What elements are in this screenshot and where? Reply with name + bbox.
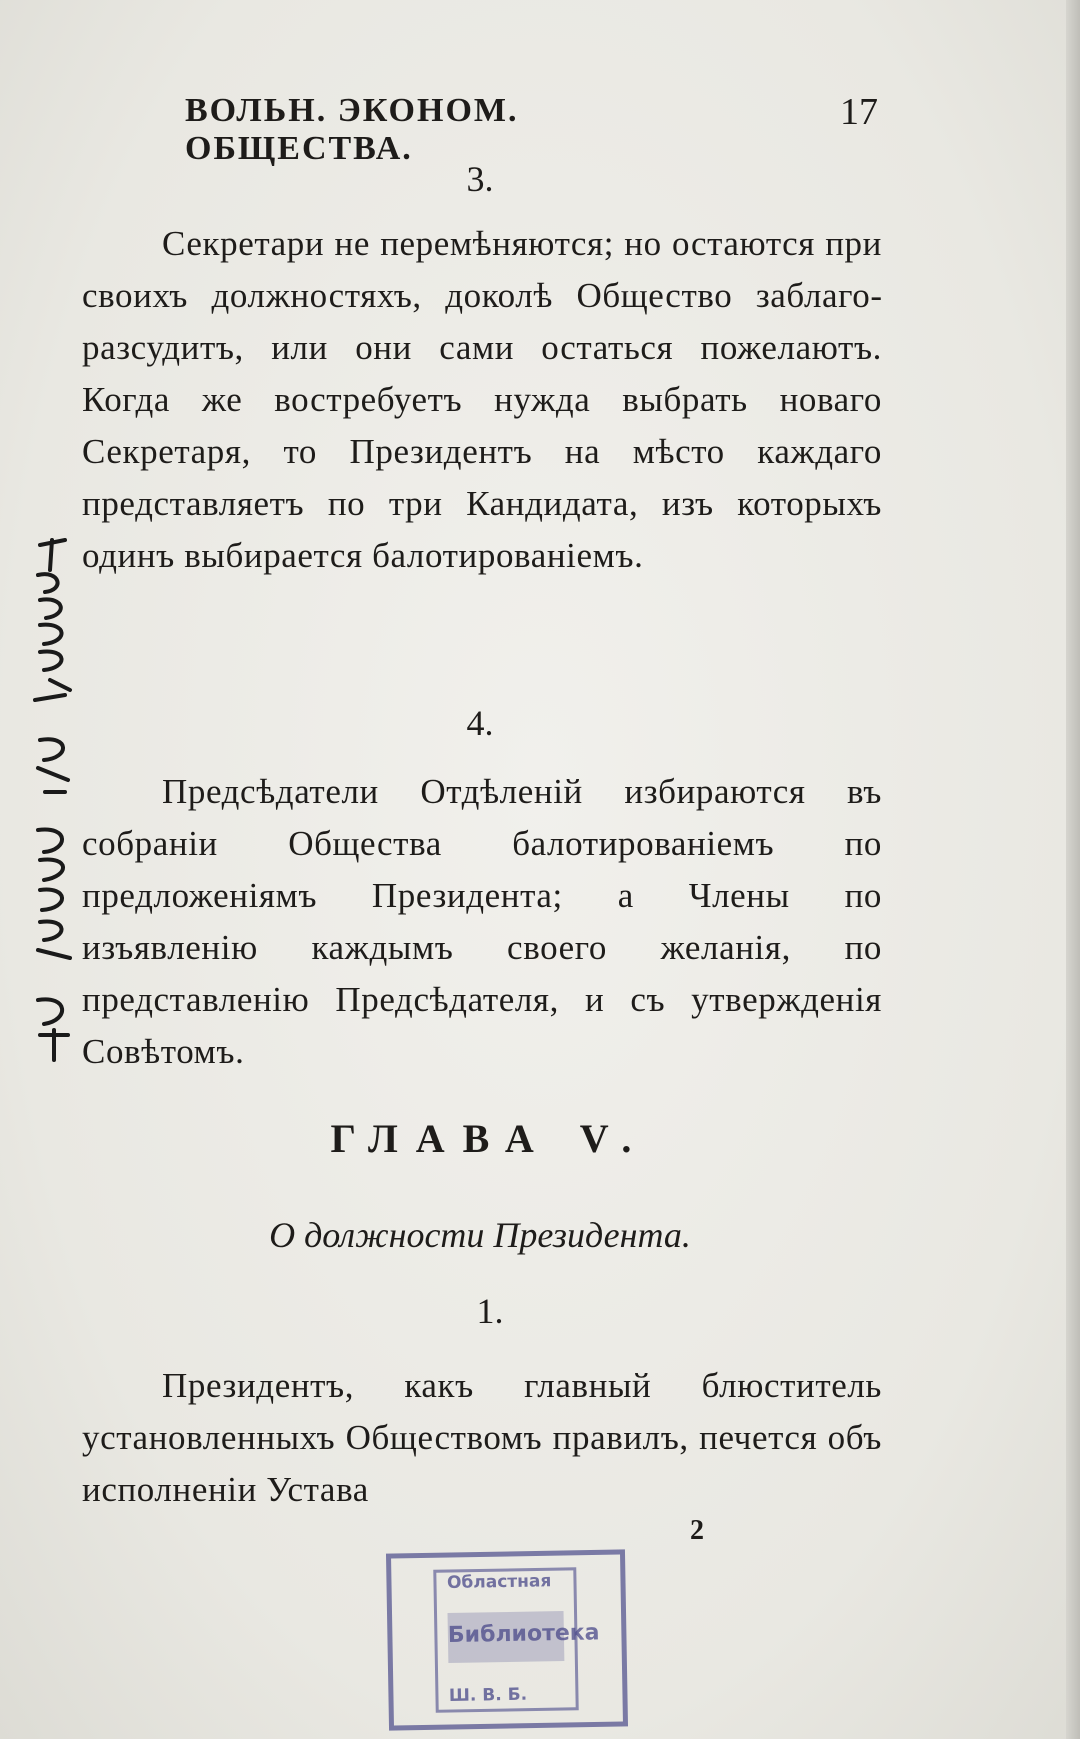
paragraph-text: Предсѣдатели Отдѣленій избираются въ собраніи Общества балотированіемъ по предложеніямъ Президента; а Члены по изъявленію каждымъ своего желанія, по представленію Предсѣдателя, и съ утвержденія Совѣтомъ. [82,772,882,1071]
section-number: 4. [466,703,494,743]
library-stamp [384,1548,629,1732]
stamp-text: Областная [446,1571,552,1594]
section-number: 3. [466,159,494,199]
signature-mark: 2 [690,1515,704,1546]
section-number: 1. [476,1291,504,1331]
paragraph [82,218,882,582]
handwritten-inventory-number [10,530,90,1070]
chapter-subtitle: О должности Президента. [269,1215,691,1255]
paragraph-text: Секретари не перемѣняются; но остаются при своихъ должностяхъ, доколѣ Общество заблагоразсудитъ, или они сами остаться пожелаютъ. Когда же востребуетъ нужда выбрать новаго Секретаря, то Президентъ на мѣсто каждаго представляетъ по три Кандидата, изъ которыхъ одинъ выбирается балотированіемъ. [82,224,882,575]
paragraph [82,1360,882,1516]
paragraph-text: Президентъ, какъ главный блюститель установленныхъ Обществомъ правилъ, печется объ исполненіи Устава [82,1366,882,1509]
stamp-text: Ш. В. Б. [448,1684,528,1707]
running-head: ВОЛЬН. ЭКОНОМ. ОБЩЕСТВА. [185,92,519,167]
paragraph [82,766,882,1078]
page-edge [1066,0,1080,1739]
chapter-title: ГЛАВА V. [330,1116,650,1161]
stamp-text: Библиотека [447,1620,600,1649]
page-number: 17 [840,91,878,133]
